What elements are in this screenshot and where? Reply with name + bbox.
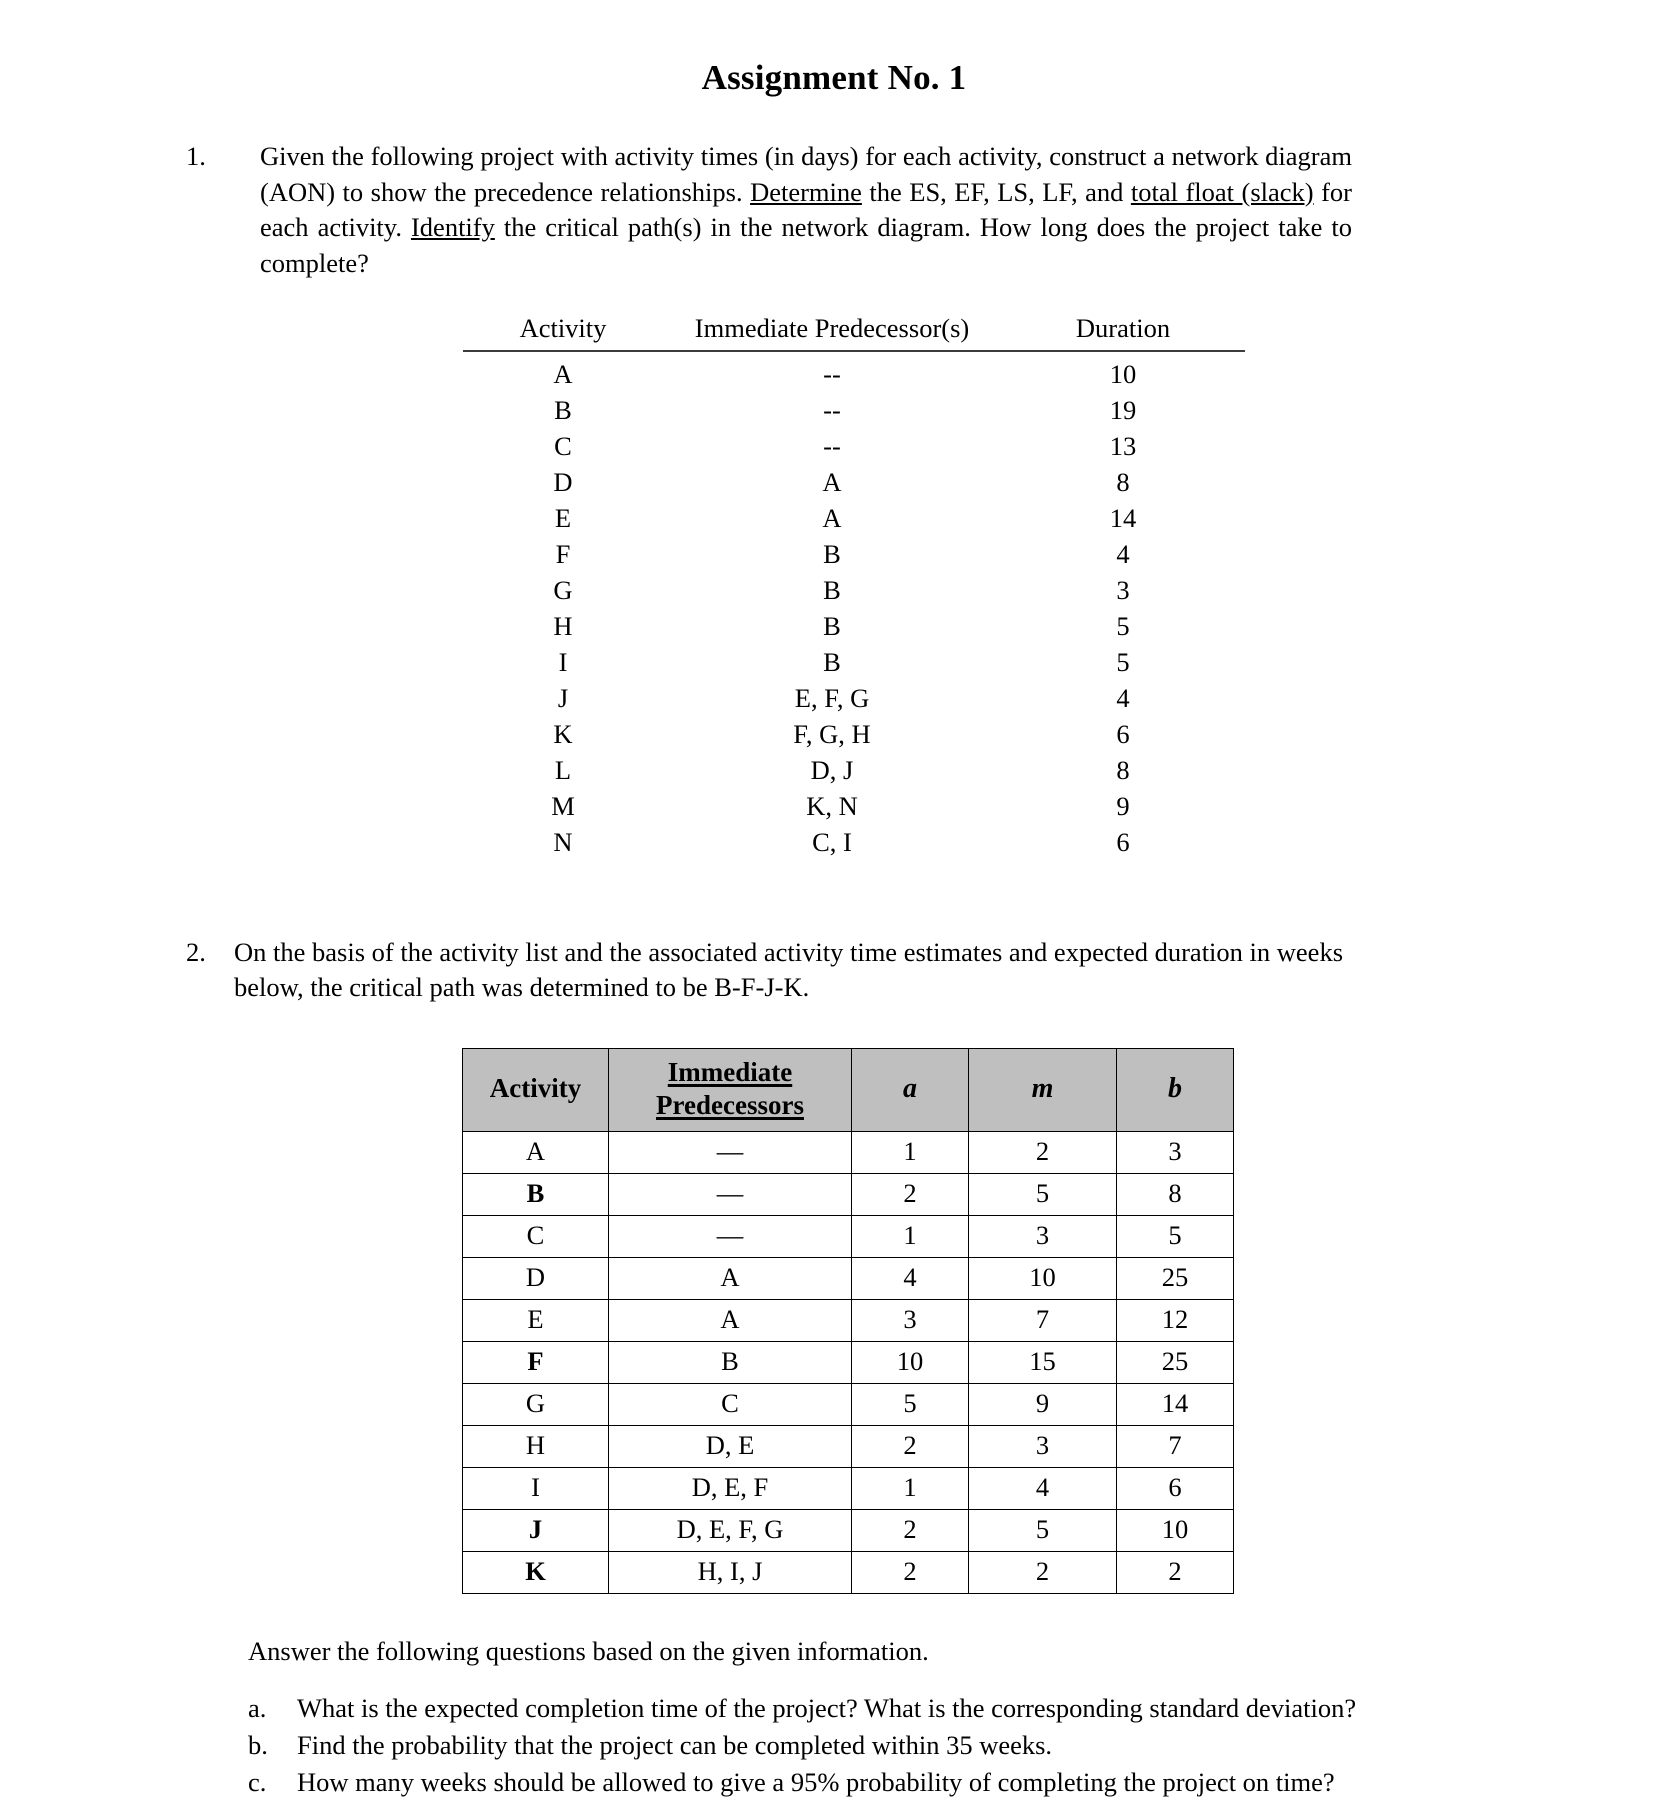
table-row <box>463 465 1245 501</box>
column-header-optimistic-a: a <box>852 1048 969 1131</box>
cell-predecessors: A <box>822 467 842 497</box>
question-2-text: On the basis of the activity list and the associated activity time estimates and expected duration in weeks below, the critical path was determined to be B-F-J-K. <box>234 936 1344 1002</box>
cell-pessimistic-b: 2 <box>1117 1551 1234 1593</box>
cell-activity: G <box>463 1383 609 1425</box>
cell-pessimistic-b: 5 <box>1117 1215 1234 1257</box>
cell-activity: I <box>463 1467 609 1509</box>
cell-predecessors: D, J <box>810 755 854 785</box>
table-row <box>463 681 1245 717</box>
column-header-mostlikely-m: m <box>969 1048 1117 1131</box>
cell-duration: 10 <box>1109 359 1137 389</box>
cell-duration: 8 <box>1116 467 1130 497</box>
answer-lead-text: Answer the following questions based on the given information. <box>248 1635 929 1666</box>
cell-activity: F <box>555 539 571 569</box>
sub-question-list <box>0 1690 1668 1801</box>
cell-predecessors: F, G, H <box>793 719 871 749</box>
cell-immediate-predecessors <box>609 1131 852 1173</box>
cell-optimistic-a: 4 <box>852 1257 969 1299</box>
table-header-row <box>463 311 1245 351</box>
table-header-row <box>463 1048 1234 1131</box>
cell-optimistic-a: 3 <box>852 1299 969 1341</box>
table-row <box>463 789 1245 825</box>
cell-immediate-predecessors: D, E, F <box>609 1467 852 1509</box>
cell-predecessors: -- <box>823 359 841 389</box>
question-1-text <box>260 139 1352 281</box>
cell-optimistic-a: 2 <box>852 1425 969 1467</box>
sub-question-text: What is the expected completion time of the project? What is the corresponding standard deviation? <box>297 1692 1357 1723</box>
cell-activity: F <box>463 1341 609 1383</box>
sub-question-text: Find the probability that the project can be completed within 35 weeks. <box>297 1729 1053 1760</box>
cell-pessimistic-b: 25 <box>1117 1257 1234 1299</box>
sub-question-label: b. <box>248 1729 268 1760</box>
table-row <box>463 501 1245 537</box>
table-row <box>463 1215 1234 1257</box>
activity-table-2-wrapper <box>0 1048 1668 1594</box>
cell-activity: D <box>553 467 573 497</box>
activity-table-2 <box>462 1048 1234 1594</box>
cell-activity: K <box>463 1551 609 1593</box>
cell-activity: B <box>554 395 572 425</box>
cell-immediate-predecessors: C <box>609 1383 852 1425</box>
cell-duration: 5 <box>1116 647 1130 677</box>
activity-table-1-body <box>463 351 1245 861</box>
cell-predecessors: B <box>823 647 841 677</box>
header-line-1: Immediate <box>667 1056 793 1087</box>
table-row <box>463 717 1245 753</box>
activity-table-2-body <box>463 1131 1234 1593</box>
table-row <box>463 1341 1234 1383</box>
sub-question-label: c. <box>248 1766 267 1797</box>
cell-duration: 9 <box>1116 791 1130 821</box>
cell-duration: 19 <box>1109 395 1137 425</box>
cell-activity: H <box>463 1425 609 1467</box>
question-2-block <box>0 935 1668 1005</box>
cell-immediate-predecessors: H, I, J <box>609 1551 852 1593</box>
cell-pessimistic-b: 8 <box>1117 1173 1234 1215</box>
column-header-pessimistic-b: b <box>1117 1048 1234 1131</box>
column-header-immediate-predecessors <box>609 1048 852 1131</box>
cell-predecessors: C, I <box>812 827 852 857</box>
cell-immediate-predecessors <box>609 1215 852 1257</box>
cell-mostlikely-m: 10 <box>969 1257 1117 1299</box>
text-run: the critical path(s) in the network diagram. How long does the project take to complete? <box>260 212 1352 278</box>
cell-activity: A <box>553 359 573 389</box>
cell-duration: 4 <box>1116 539 1130 569</box>
cell-activity: M <box>551 791 575 821</box>
table-row <box>463 609 1245 645</box>
cell-immediate-predecessors: D, E <box>609 1425 852 1467</box>
text-run: Given the following project with activity times (in days) for each activity, construct a network diagram (AON) to show the precedence relationships. <box>260 141 1352 207</box>
cell-immediate-predecessors: A <box>609 1257 852 1299</box>
column-header-predecessors: Immediate Predecessor(s) <box>663 311 1001 351</box>
cell-duration: 5 <box>1116 611 1130 641</box>
list-item <box>248 1690 1668 1727</box>
cell-activity: L <box>554 755 572 785</box>
cell-immediate-predecessors: B <box>609 1341 852 1383</box>
table-row <box>463 1383 1234 1425</box>
cell-activity: C <box>463 1215 609 1257</box>
cell-pessimistic-b: 14 <box>1117 1383 1234 1425</box>
cell-activity: B <box>463 1173 609 1215</box>
cell-activity: G <box>553 575 573 605</box>
activity-table-1 <box>463 311 1245 861</box>
emphasis-underlined: total float (slack) <box>1130 176 1314 207</box>
text-run: for each activity. <box>260 176 1353 242</box>
table-row <box>463 1467 1234 1509</box>
cell-activity: C <box>554 431 572 461</box>
cell-optimistic-a: 1 <box>852 1215 969 1257</box>
column-header-duration: Duration <box>1001 311 1245 351</box>
page-title: Assignment No. 1 <box>701 58 967 97</box>
cell-optimistic-a: 10 <box>852 1341 969 1383</box>
cell-mostlikely-m: 5 <box>969 1173 1117 1215</box>
cell-predecessors: E, F, G <box>794 683 870 713</box>
text-run: the ES, EF, LS, LF, and <box>861 176 1131 207</box>
table-row <box>463 573 1245 609</box>
question-1-block <box>0 139 1668 281</box>
cell-predecessors: B <box>823 575 841 605</box>
column-header-activity: Activity <box>463 1048 609 1131</box>
cell-duration: 3 <box>1116 575 1130 605</box>
cell-optimistic-a: 2 <box>852 1509 969 1551</box>
cell-mostlikely-m: 9 <box>969 1383 1117 1425</box>
activity-table-2-head <box>463 1048 1234 1131</box>
cell-pessimistic-b: 7 <box>1117 1425 1234 1467</box>
table-row <box>463 825 1245 861</box>
table-row <box>463 393 1245 429</box>
cell-duration: 6 <box>1116 719 1130 749</box>
cell-optimistic-a: 1 <box>852 1467 969 1509</box>
table-row <box>463 1509 1234 1551</box>
table-row <box>463 351 1245 393</box>
cell-mostlikely-m: 7 <box>969 1299 1117 1341</box>
cell-duration: 6 <box>1116 827 1130 857</box>
cell-activity: N <box>553 827 573 857</box>
cell-pessimistic-b: 25 <box>1117 1341 1234 1383</box>
cell-mostlikely-m: 2 <box>969 1131 1117 1173</box>
list-item <box>248 1727 1668 1764</box>
activity-table-1-head <box>463 311 1245 351</box>
cell-mostlikely-m: 15 <box>969 1341 1117 1383</box>
emphasis-underlined: Identify <box>410 212 495 242</box>
cell-duration: 8 <box>1116 755 1130 785</box>
cell-activity: E <box>554 503 572 533</box>
column-header-activity: Activity <box>463 311 663 351</box>
emphasis-underlined: Determine <box>750 176 862 207</box>
table-row <box>463 1257 1234 1299</box>
cell-mostlikely-m: 5 <box>969 1509 1117 1551</box>
cell-predecessors: A <box>822 503 842 533</box>
activity-table-1-wrapper <box>0 311 1668 861</box>
cell-predecessors: B <box>823 611 841 641</box>
sub-question-label: a. <box>248 1692 267 1723</box>
em-dash-icon: — <box>716 1135 744 1166</box>
em-dash-icon: — <box>716 1177 744 1208</box>
sub-question-text: How many weeks should be allowed to give a 95% probability of completing the project on time? <box>297 1766 1335 1797</box>
list-item <box>248 1764 1668 1801</box>
cell-activity: K <box>553 719 573 749</box>
cell-predecessors: B <box>823 539 841 569</box>
question-2-number: 2. <box>186 936 206 967</box>
table-row <box>463 537 1245 573</box>
cell-immediate-predecessors <box>609 1173 852 1215</box>
table-row <box>463 753 1245 789</box>
cell-activity: J <box>557 683 569 713</box>
table-row <box>463 1173 1234 1215</box>
em-dash-icon: — <box>716 1219 744 1250</box>
cell-activity: H <box>553 611 573 641</box>
table-row <box>463 1551 1234 1593</box>
cell-immediate-predecessors: A <box>609 1299 852 1341</box>
cell-pessimistic-b: 10 <box>1117 1509 1234 1551</box>
cell-activity: E <box>463 1299 609 1341</box>
cell-predecessors: K, N <box>806 791 858 821</box>
cell-activity: A <box>463 1131 609 1173</box>
cell-duration: 13 <box>1109 431 1137 461</box>
table-row <box>463 1299 1234 1341</box>
cell-activity: D <box>463 1257 609 1299</box>
cell-optimistic-a: 2 <box>852 1551 969 1593</box>
table-row <box>463 429 1245 465</box>
cell-pessimistic-b: 6 <box>1117 1467 1234 1509</box>
table-row <box>463 1131 1234 1173</box>
cell-pessimistic-b: 3 <box>1117 1131 1234 1173</box>
cell-mostlikely-m: 2 <box>969 1551 1117 1593</box>
table-row <box>463 645 1245 681</box>
cell-mostlikely-m: 4 <box>969 1467 1117 1509</box>
cell-immediate-predecessors: D, E, F, G <box>609 1509 852 1551</box>
cell-mostlikely-m: 3 <box>969 1425 1117 1467</box>
cell-optimistic-a: 1 <box>852 1131 969 1173</box>
cell-mostlikely-m: 3 <box>969 1215 1117 1257</box>
cell-activity: J <box>463 1509 609 1551</box>
header-line-2: Predecessors <box>656 1089 804 1120</box>
cell-duration: 14 <box>1109 503 1137 533</box>
cell-optimistic-a: 5 <box>852 1383 969 1425</box>
cell-activity: I <box>558 647 568 677</box>
cell-duration: 4 <box>1116 683 1130 713</box>
cell-optimistic-a: 2 <box>852 1173 969 1215</box>
cell-pessimistic-b: 12 <box>1117 1299 1234 1341</box>
question-1-number: 1. <box>186 141 206 171</box>
cell-predecessors: -- <box>823 431 841 461</box>
table-row <box>463 1425 1234 1467</box>
cell-predecessors: -- <box>823 395 841 425</box>
